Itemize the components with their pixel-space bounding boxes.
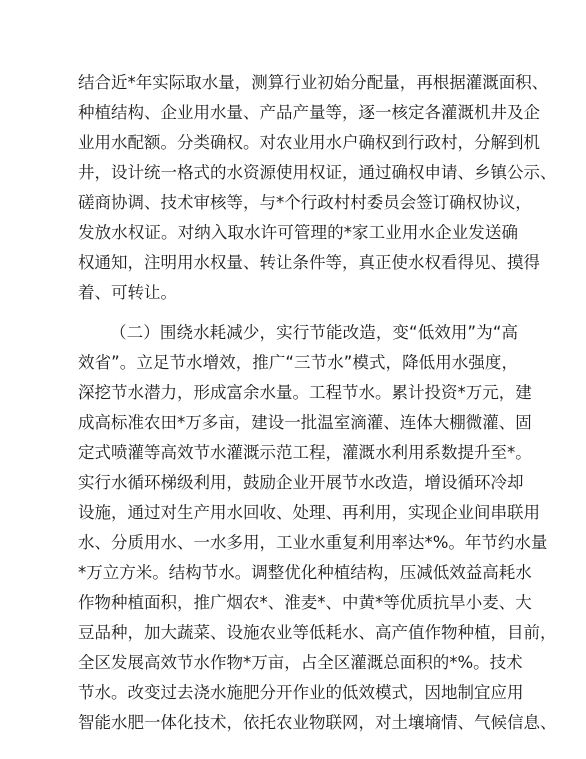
text-line: 深挖节水潜力，形成富余水量。工程节水。累计投资*万元，建 bbox=[78, 383, 532, 402]
text-line: 种植结构、企业用水量、产品产量等，逐一核定各灌溉机井及企 bbox=[78, 103, 540, 122]
text-line: 权通知，注明用水权量、转让条件等，真正使水权看得见、摸得 bbox=[78, 253, 540, 272]
text-line: 着、可转让。 bbox=[78, 283, 177, 302]
text-line: 智能水肥一体化技术，依托农业物联网，对土壤墒情、气候信息、 bbox=[78, 713, 557, 732]
text-line: 效省”。立足节水增效，推广“三节水”模式，降低用水强度， bbox=[78, 353, 518, 372]
text-line: 设施，通过对生产用水回收、处理、再利用，实现企业间串联用 bbox=[78, 503, 540, 522]
text-line: 节水。改变过去浇水施肥分开作业的低效模式，因地制宜应用 bbox=[78, 683, 524, 702]
text-line: 作物种植面积，推广烟农*、淮麦*、中黄*等优质抗旱小麦、大 bbox=[78, 593, 532, 612]
text-line: 业用水配额。分类确权。对农业用水户确权到行政村，分解到机 bbox=[78, 133, 540, 152]
section-heading-line: （二）围绕水耗减少，实行节能改造，变“低效用”为“高 bbox=[110, 323, 518, 342]
text-line: 发放水权证。对纳入取水许可管理的*家工业用水企业发送确 bbox=[78, 223, 518, 242]
text-line: 井，设计统一格式的水资源使用权证，通过确权申请、乡镇公示、 bbox=[78, 163, 557, 182]
text-line: 成高标准农田*万多亩，建设一批温室滴灌、连体大棚微灌、固 bbox=[78, 413, 532, 432]
text-line: *万立方米。结构节水。调整优化种植结构，压减低效益高耗水 bbox=[78, 563, 532, 582]
text-line: 全区发展高效节水作物*万亩，占全区灌溉总面积的*%。技术 bbox=[78, 653, 523, 672]
text-line: 水、分质用水、一水多用，工业水重复利用率达*%。年节约水量 bbox=[78, 533, 548, 552]
text-line: 定式喷灌等高效节水灌溉示范工程，灌溉水利用系数提升至*。 bbox=[78, 443, 532, 462]
text-line: 豆品种，加大蔬菜、设施农业等低耗水、高产值作物种植，目前， bbox=[78, 623, 557, 642]
text-line: 磋商协调、技术审核等，与*个行政村村委员会签订确权协议， bbox=[78, 193, 532, 212]
text-line: 实行水循环梯级利用，鼓励企业开展节水改造，增设循环冷却 bbox=[78, 473, 524, 492]
text-line: 结合近*年实际取水量，测算行业初始分配量，再根据灌溉面积、 bbox=[78, 73, 549, 92]
